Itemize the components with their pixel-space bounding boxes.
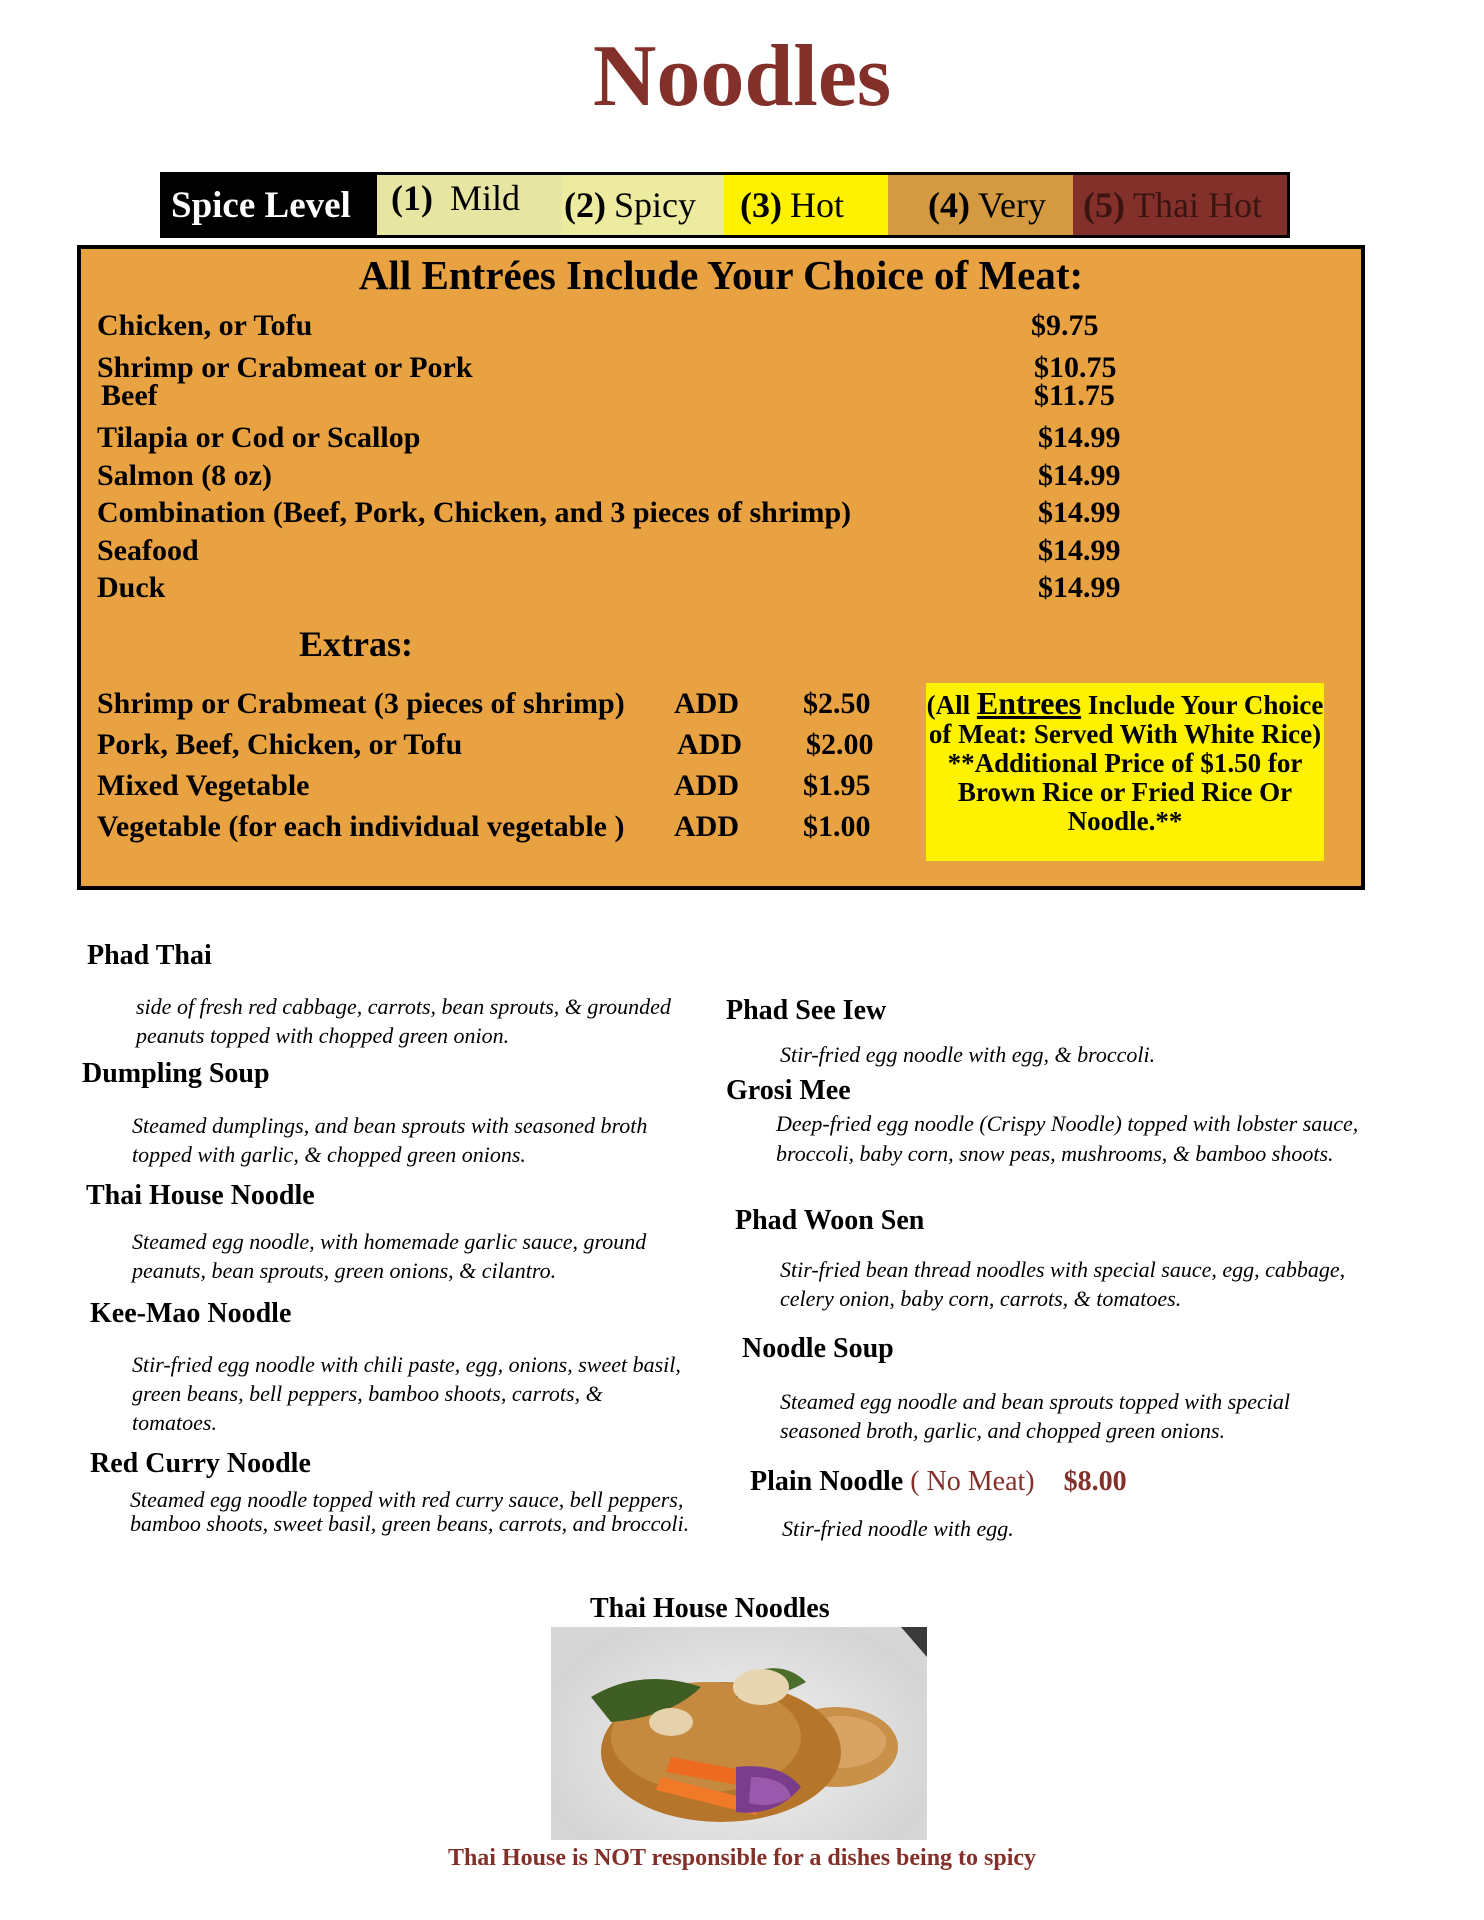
dish-name: Thai House Noodle bbox=[86, 1180, 315, 1211]
dish-desc: side of fresh red cabbage, carrots, bean sprouts, & grounded peanuts topped with chopped green onion. bbox=[136, 994, 671, 1048]
meat-price: $14.99 bbox=[1038, 496, 1121, 529]
meat-name: Combination (Beef, Pork, Chicken, and 3 pieces of shrimp) bbox=[97, 496, 852, 529]
dish-name: Phad Thai bbox=[87, 940, 212, 971]
dish-name: Dumpling Soup bbox=[82, 1058, 270, 1089]
meat-price: $9.75 bbox=[1031, 309, 1099, 342]
meat-price: $14.99 bbox=[1038, 534, 1121, 567]
dish-desc: Stir-fried noodle with egg. bbox=[782, 1516, 1014, 1541]
spice-disclaimer: Thai House is NOT responsible for a dishes being to spicy bbox=[447, 1845, 1037, 1871]
meat-name: Shrimp or Crabmeat or Pork bbox=[97, 351, 473, 384]
dish-desc: Steamed egg noodle topped with red curry sauce, bell peppers, bamboo shoots, sweet basil, green beans, carrots, and broccoli. bbox=[130, 1487, 690, 1536]
spice-level-3: (3) Hot bbox=[724, 175, 888, 235]
extra-price: $2.00 bbox=[806, 728, 874, 761]
extra-add: ADD bbox=[674, 687, 739, 720]
meat-name: Duck bbox=[97, 571, 166, 604]
meat-name: Beef bbox=[101, 379, 158, 412]
photo-caption: Thai House Noodles bbox=[590, 1593, 830, 1624]
extra-price: $1.00 bbox=[803, 810, 871, 843]
page-title: Noodles bbox=[592, 28, 892, 125]
dish-name: Noodle Soup bbox=[742, 1333, 894, 1364]
extras-heading: Extras: bbox=[299, 624, 413, 664]
extra-name: Pork, Beef, Chicken, or Tofu bbox=[97, 728, 463, 761]
meat-name: Salmon (8 oz) bbox=[97, 459, 272, 492]
dish-price: $8.00 bbox=[1063, 1466, 1127, 1497]
dish-name: Plain Noodle bbox=[750, 1466, 904, 1497]
dish-desc: Steamed egg noodle and bean sprouts topped with special seasoned broth, garlic, and chopped green onions. bbox=[780, 1389, 1291, 1443]
dish-name: Kee-Mao Noodle bbox=[90, 1298, 292, 1329]
noodle-dish-photo bbox=[551, 1627, 927, 1840]
meat-price: $14.99 bbox=[1038, 571, 1121, 604]
dish-name: Grosi Mee bbox=[726, 1075, 851, 1106]
spice-level-label: Spice Level bbox=[163, 175, 377, 235]
spice-level-5: (5) Thai Hot bbox=[1073, 175, 1287, 235]
meat-name: Tilapia or Cod or Scallop bbox=[97, 421, 421, 454]
extra-name: Shrimp or Crabmeat (3 pieces of shrimp) bbox=[97, 687, 625, 720]
spice-level-bar bbox=[160, 172, 1290, 238]
spice-level-4: (4) Very bbox=[888, 175, 1073, 235]
dish-desc: Steamed dumplings, and bean sprouts with seasoned broth topped with garlic, & chopped green onions. bbox=[132, 1113, 648, 1167]
dish-name: Phad Woon Sen bbox=[735, 1205, 925, 1236]
extra-name: Mixed Vegetable bbox=[97, 769, 310, 802]
extra-add: ADD bbox=[674, 810, 739, 843]
meat-price: $14.99 bbox=[1038, 421, 1121, 454]
dish-desc: Deep-fried egg noodle (Crispy Noodle) topped with lobster sauce, broccoli, baby corn, snow peas, mushrooms, & bamboo shoots. bbox=[776, 1111, 1359, 1166]
meat-price: $14.99 bbox=[1038, 459, 1121, 492]
meat-price: $11.75 bbox=[1034, 379, 1115, 412]
extra-name: Vegetable (for each individual vegetable ) bbox=[97, 810, 625, 843]
dish-desc: Stir-fried egg noodle with egg, & broccoli. bbox=[780, 1042, 1156, 1067]
extra-price: $2.50 bbox=[803, 687, 871, 720]
dish-name: Red Curry Noodle bbox=[90, 1448, 311, 1479]
entree-heading: All Entrées Include Your Choice of Meat: bbox=[358, 252, 1084, 298]
dish-note: ( No Meat) bbox=[910, 1466, 1035, 1497]
spice-level-2: (2) Spicy bbox=[562, 175, 724, 235]
dish-desc: Stir-fried egg noodle with chili paste, egg, onions, sweet basil, green beans, bell peppers, bamboo shoots, carrots, & tomatoes. bbox=[132, 1352, 681, 1435]
entree-box bbox=[77, 245, 1365, 890]
meat-name: Seafood bbox=[97, 534, 199, 567]
extra-price: $1.95 bbox=[803, 769, 871, 802]
extra-add: ADD bbox=[674, 769, 739, 802]
meat-name: Chicken, or Tofu bbox=[97, 309, 313, 342]
plain-noodle-heading bbox=[750, 1466, 1127, 1498]
dish-name: Phad See Iew bbox=[726, 995, 887, 1026]
dish-desc: Stir-fried bean thread noodles with special sauce, egg, cabbage, celery onion, baby corn, carrots, & tomatoes. bbox=[780, 1257, 1346, 1311]
meat-price: $10.75 bbox=[1034, 351, 1117, 384]
rice-note: (All Entrees Include Your Choice of Meat: Served With White Rice) **Additional Price of $1.50 for Brown Rice or Fried Rice Or Noodle.** bbox=[926, 683, 1324, 861]
dish-desc: Steamed egg noodle, with homemade garlic sauce, ground peanuts, bean sprouts, green onions, & cilantro. bbox=[132, 1229, 647, 1283]
spice-level-1: (1) Mild bbox=[377, 175, 562, 235]
extra-add: ADD bbox=[677, 728, 742, 761]
